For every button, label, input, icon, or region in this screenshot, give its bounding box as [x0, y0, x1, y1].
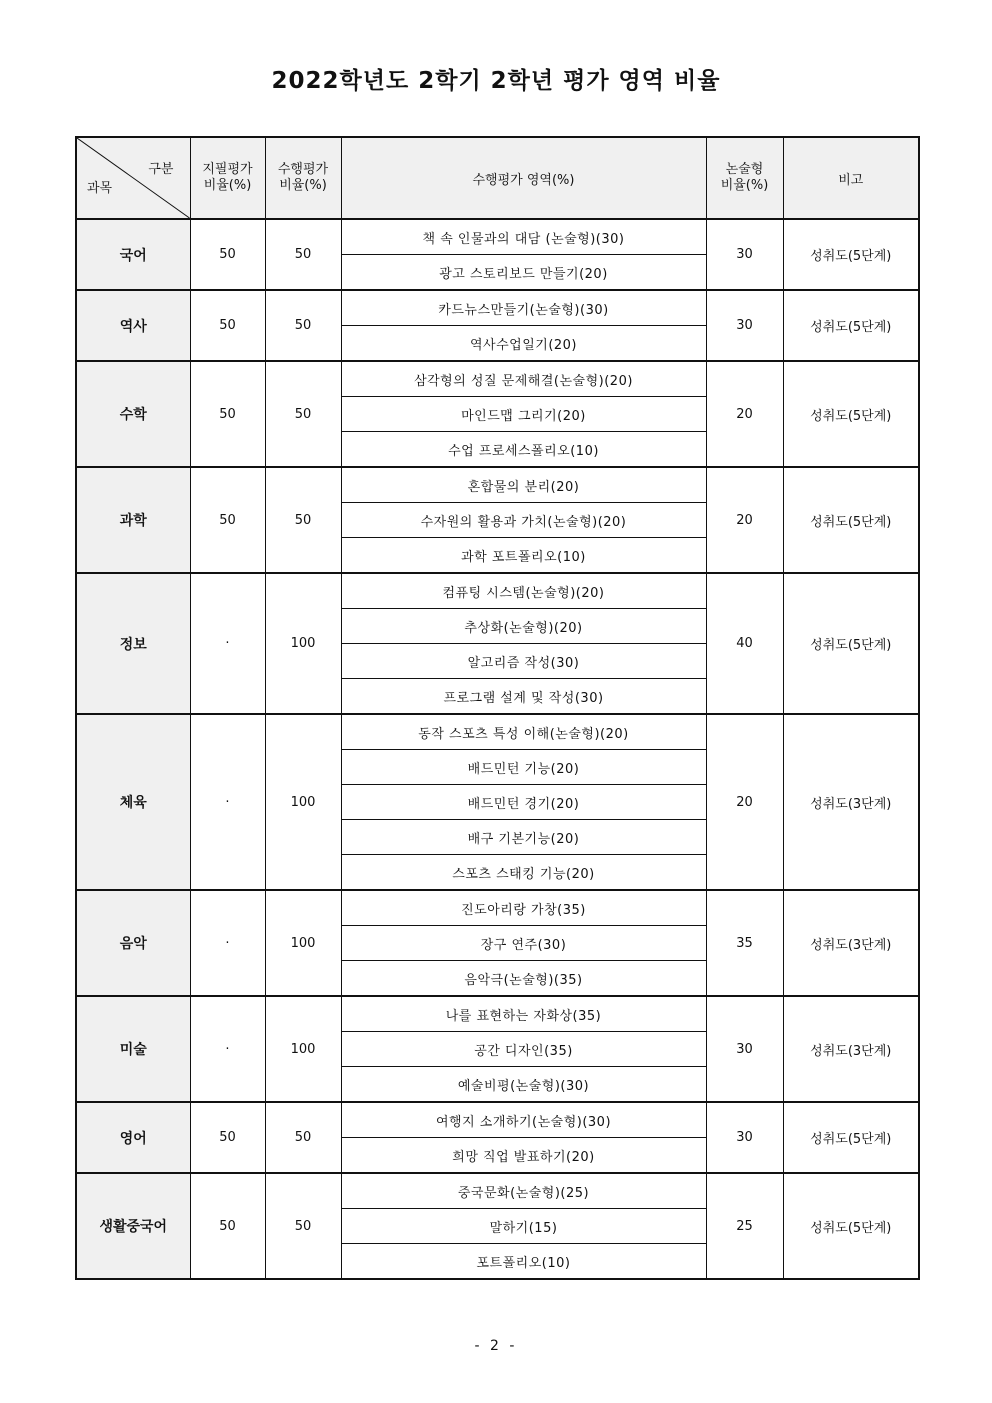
performance-item: 배드민턴 경기(20): [341, 785, 706, 820]
performance-ratio: 50: [265, 1173, 341, 1279]
remarks: 성취도(5단계): [783, 467, 919, 573]
performance-item: 광고 스토리보드 만들기(20): [341, 255, 706, 291]
performance-item: 컴퓨팅 시스템(논술형)(20): [341, 573, 706, 609]
written-ratio: ·: [190, 996, 265, 1102]
performance-item: 수자원의 활용과 가치(논술형)(20): [341, 503, 706, 538]
table-row: [76, 290, 919, 326]
subject-name: 영어: [76, 1102, 190, 1173]
performance-ratio: 50: [265, 467, 341, 573]
header-diagonal-cell: [76, 137, 190, 219]
performance-item: 카드뉴스만들기(논술형)(30): [341, 290, 706, 326]
essay-ratio: 30: [706, 996, 783, 1102]
performance-item: 희망 직업 발표하기(20): [341, 1138, 706, 1174]
subject-name: 체육: [76, 714, 190, 890]
remarks: 성취도(3단계): [783, 996, 919, 1102]
table-row: [76, 1102, 919, 1138]
performance-item: 삼각형의 성질 문제해결(논술형)(20): [341, 361, 706, 397]
essay-ratio: 20: [706, 714, 783, 890]
written-ratio: ·: [190, 714, 265, 890]
performance-item: 마인드맵 그리기(20): [341, 397, 706, 432]
written-ratio: 50: [190, 290, 265, 361]
performance-item: 예술비평(논술형)(30): [341, 1067, 706, 1103]
essay-ratio: 35: [706, 890, 783, 996]
header-performance-area: 수행평가 영역(%): [341, 137, 706, 219]
remarks: 성취도(3단계): [783, 890, 919, 996]
header-written-ratio: 지필평가 비율(%): [190, 137, 265, 219]
header-category: 구분: [148, 162, 174, 177]
performance-item: 알고리즘 작성(30): [341, 644, 706, 679]
subject-name: 미술: [76, 996, 190, 1102]
table-row: [76, 219, 919, 255]
written-ratio: 50: [190, 467, 265, 573]
header-performance-ratio: 수행평가 비율(%): [265, 137, 341, 219]
table-row: [76, 361, 919, 397]
remarks: 성취도(5단계): [783, 219, 919, 290]
performance-item: 혼합물의 분리(20): [341, 467, 706, 503]
written-ratio: 50: [190, 1173, 265, 1279]
subject-name: 음악: [76, 890, 190, 996]
essay-ratio: 20: [706, 467, 783, 573]
performance-ratio: 50: [265, 219, 341, 290]
written-ratio: ·: [190, 573, 265, 714]
performance-item: 배드민턴 기능(20): [341, 750, 706, 785]
performance-item: 음악극(논술형)(35): [341, 961, 706, 997]
essay-ratio: 30: [706, 1102, 783, 1173]
essay-ratio: 25: [706, 1173, 783, 1279]
performance-item: 과학 포트폴리오(10): [341, 538, 706, 574]
written-ratio: 50: [190, 361, 265, 467]
page-title: 2022학년도 2학기 2학년 평가 영역 비율: [271, 68, 721, 94]
subject-name: 과학: [76, 467, 190, 573]
performance-item: 중국문화(논술형)(25): [341, 1173, 706, 1209]
performance-item: 말하기(15): [341, 1209, 706, 1244]
table-row: [76, 714, 919, 750]
remarks: 성취도(5단계): [783, 1102, 919, 1173]
performance-item: 공간 디자인(35): [341, 1032, 706, 1067]
table-row: [76, 890, 919, 926]
remarks: 성취도(5단계): [783, 573, 919, 714]
remarks: 성취도(5단계): [783, 290, 919, 361]
performance-ratio: 100: [265, 714, 341, 890]
table-header-row: [76, 137, 919, 219]
page-number: - 2 -: [474, 1338, 518, 1354]
performance-item: 진도아리랑 가창(35): [341, 890, 706, 926]
written-ratio: 50: [190, 1102, 265, 1173]
header-remarks: 비고: [783, 137, 919, 219]
remarks: 성취도(5단계): [783, 1173, 919, 1279]
performance-item: 배구 기본기능(20): [341, 820, 706, 855]
performance-ratio: 50: [265, 361, 341, 467]
table-row: [76, 573, 919, 609]
subject-name: 생활중국어: [76, 1173, 190, 1279]
performance-item: 추상화(논술형)(20): [341, 609, 706, 644]
written-ratio: ·: [190, 890, 265, 996]
header-essay-ratio: 논술형 비율(%): [706, 137, 783, 219]
performance-item: 수업 프로세스폴리오(10): [341, 432, 706, 468]
subject-name: 수학: [76, 361, 190, 467]
performance-ratio: 100: [265, 573, 341, 714]
performance-item: 책 속 인물과의 대담 (논술형)(30): [341, 219, 706, 255]
subject-name: 역사: [76, 290, 190, 361]
performance-item: 나를 표현하는 자화상(35): [341, 996, 706, 1032]
remarks: 성취도(3단계): [783, 714, 919, 890]
header-subject: 과목: [87, 181, 113, 196]
table-body: [76, 219, 919, 1279]
subject-name: 정보: [76, 573, 190, 714]
performance-item: 장구 연주(30): [341, 926, 706, 961]
performance-item: 동작 스포츠 특성 이해(논술형)(20): [341, 714, 706, 750]
evaluation-table: [75, 136, 920, 1280]
performance-item: 프로그램 설계 및 작성(30): [341, 679, 706, 715]
table-row: [76, 1173, 919, 1209]
table-row: [76, 996, 919, 1032]
performance-ratio: 50: [265, 1102, 341, 1173]
table-row: [76, 467, 919, 503]
essay-ratio: 20: [706, 361, 783, 467]
remarks: 성취도(5단계): [783, 361, 919, 467]
written-ratio: 50: [190, 219, 265, 290]
essay-ratio: 40: [706, 573, 783, 714]
performance-ratio: 100: [265, 996, 341, 1102]
essay-ratio: 30: [706, 290, 783, 361]
essay-ratio: 30: [706, 219, 783, 290]
performance-ratio: 50: [265, 290, 341, 361]
performance-item: 여행지 소개하기(논술형)(30): [341, 1102, 706, 1138]
subject-name: 국어: [76, 219, 190, 290]
performance-item: 역사수업일기(20): [341, 326, 706, 362]
performance-item: 스포츠 스태킹 기능(20): [341, 855, 706, 891]
performance-ratio: 100: [265, 890, 341, 996]
performance-item: 포트폴리오(10): [341, 1244, 706, 1280]
